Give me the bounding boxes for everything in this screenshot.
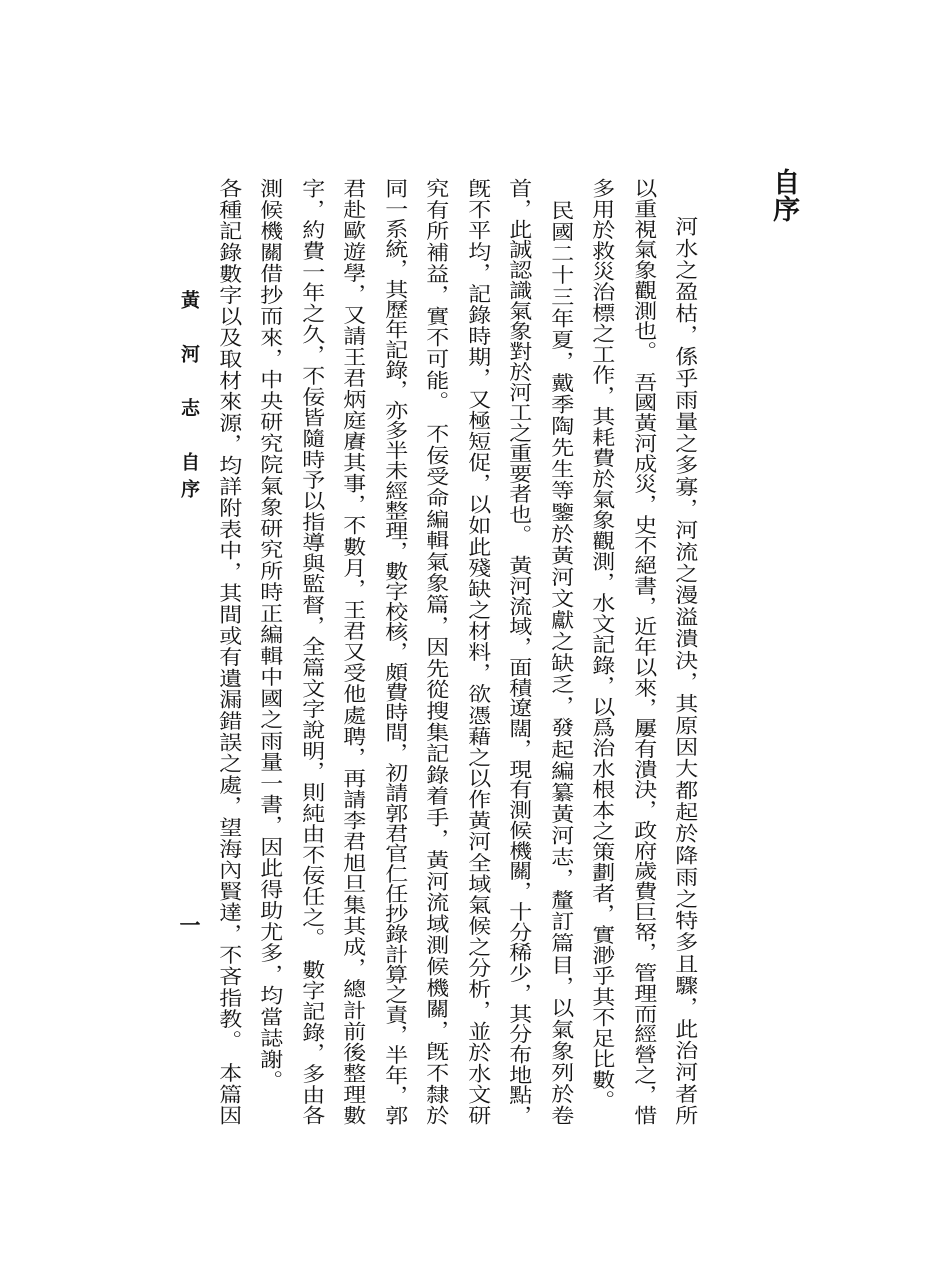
text-column-7: 究有所補益，實不可能。 不佞受命編輯氣象篇，因先從搜集記錄着手，黃河流域測候機關，旣不隸於 [422, 178, 450, 1125]
running-head: 黃 河 志 自序 [178, 290, 200, 506]
text-column-1: 河水之盈枯，係乎雨量之多寡，河流之漫溢潰決，其原因大都起於降雨之特多且驟，此治河者所 [671, 216, 699, 1125]
text-column-4: 民國二十三年夏，戴季陶先生等鑒於黃河文獻之缺乏，發起編纂黃河志，釐訂篇目，以氣象列於卷 [546, 200, 575, 1125]
text-column-6: 旣不平均，記錄時期，又極短促，以如此殘缺之材料，欲憑藉之以作黃河全域氣候之分析，並於水文研 [463, 178, 492, 1125]
page-number: 一 [177, 914, 202, 935]
text-column-2: 以重視氣象觀測也。 吾國黃河成災，史不絕書，近年以來，屢有潰決，政府歲費巨帑，管理而經營之，惜 [629, 178, 658, 1125]
text-column-12: 各種記錄數字以及取材來源，均詳附表中，其間或有遺漏錯誤之處，望海內賢達，不吝指教。 本篇因 [214, 178, 243, 1125]
text-column-11: 測候機關借抄而來，中央研究院氣象研究所時正編輯中國之雨量一書，因此得助尤多，均當誌謝。 [256, 178, 284, 1090]
text-column-9: 君赴歐遊學，又請王君炳庭賡其事，不數月，王君又受他處聘，再請李君旭旦集其成，總計前後整理數 [339, 178, 367, 1125]
text-column-8: 同一系統，其歷年記錄，亦多半未經整理，數字校核，頗費時間，初請郭君官仁任抄錄計算之責，半年，郭 [380, 178, 409, 1125]
text-column-10: 字，約費一年之久，不佞皆隨時予以指導與監督，全篇文字說明，則純由不佞任之。 數字記錄，多由各 [297, 178, 326, 1125]
text-column-5: 首，此誠認識氣象對於河工之重要者也。 黃河流域，面積遼闊，現有測候機關，十分稀少，其分布地點， [505, 178, 533, 1125]
text-column-3: 多用於救災治標之工作，其耗費於氣象觀測，水文記錄，以爲治水根本之策劃者，實渺乎其不足比數。 [588, 178, 616, 1110]
page-title: 自序 [768, 168, 800, 222]
